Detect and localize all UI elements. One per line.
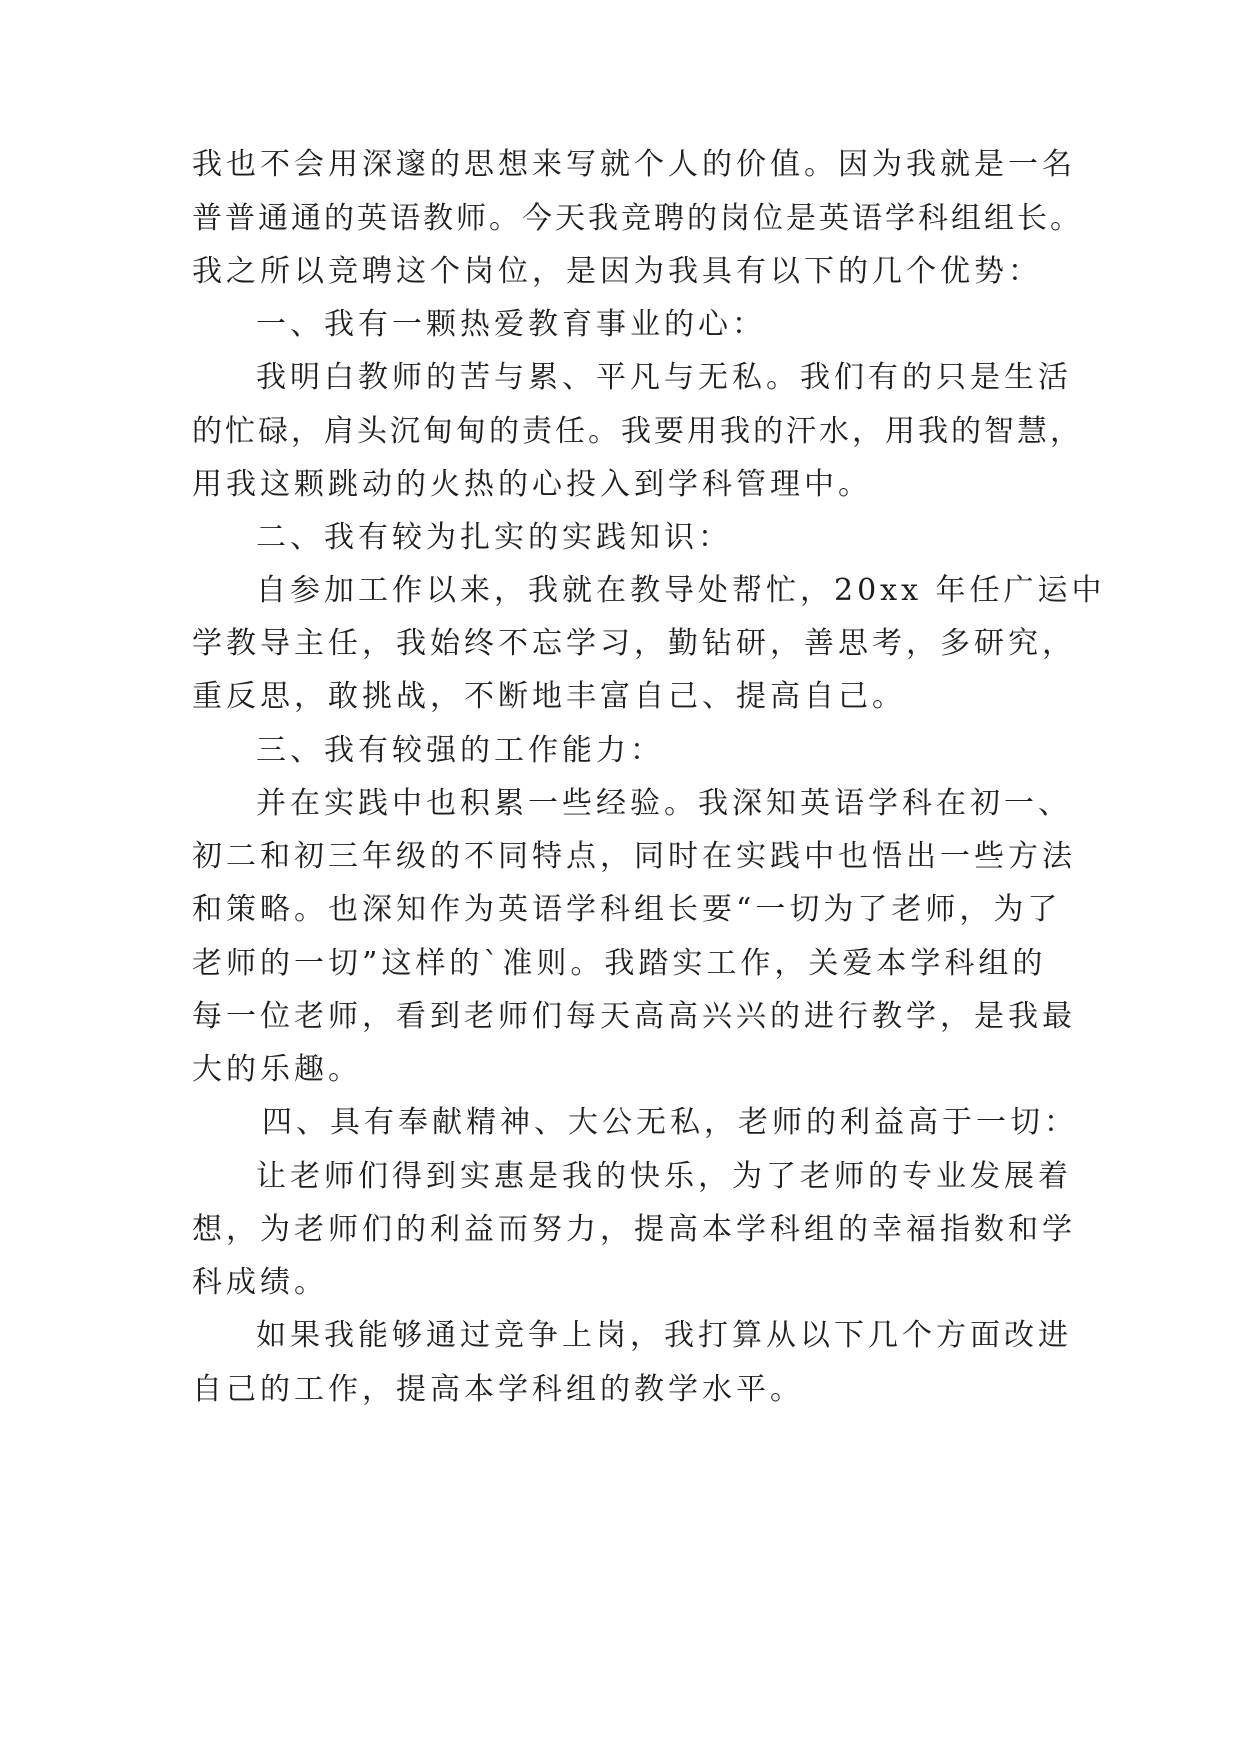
text-line: 想，为老师们的利益而努力，提高本学科组的幸福指数和学 — [192, 1212, 1076, 1247]
text-line: 我明白教师的苦与累、平凡与无私。我们有的只是生活 — [256, 360, 1072, 395]
text-line: 普普通通的英语教师。今天我竞聘的岗位是英语学科组组长。 — [192, 201, 1083, 236]
text-line: 学教导主任，我始终不忘学习，勤钻研，善思考，多研究， — [192, 626, 1076, 661]
text-line: 一、我有一颗热爱教育事业的心： — [256, 307, 766, 342]
text-line: 重反思，敢挑战，不断地丰富自己、提高自己。 — [192, 679, 906, 714]
text-line: 四、具有奉献精神、大公无私，老师的利益高于一切： — [262, 1105, 1078, 1140]
text-line: 初二和初三年级的不同特点，同时在实践中也悟出一些方法 — [192, 839, 1076, 874]
text-line: 如果我能够通过竞争上岗，我打算从以下几个方面改进 — [256, 1318, 1072, 1353]
text-line: 科成绩。 — [192, 1265, 328, 1300]
text-line: 三、我有较强的工作能力： — [256, 733, 664, 768]
text-line: 我也不会用深邃的思想来写就个人的价值。因为我就是一名 — [192, 147, 1076, 182]
text-line: 每一位老师，看到老师们每天高高兴兴的进行教学，是我最 — [192, 999, 1076, 1034]
text-line: 自参加工作以来，我就在教导处帮忙，20xx 年任广运中 — [256, 573, 1106, 608]
text-line: 的忙碌，肩头沉甸甸的责任。我要用我的汗水，用我的智慧， — [192, 414, 1083, 449]
text-line: 用我这颗跳动的火热的心投入到学科管理中。 — [192, 467, 872, 502]
text-line: 大的乐趣。 — [192, 1052, 362, 1087]
text-line: 自己的工作，提高本学科组的教学水平。 — [192, 1372, 804, 1407]
text-line: 并在实践中也积累一些经验。我深知英语学科在初一、 — [256, 786, 1072, 821]
text-line: 让老师们得到实惠是我的快乐，为了老师的专业发展着 — [256, 1159, 1072, 1194]
text-line: 和策略。也深知作为英语学科组长要“一切为了老师，为了 — [192, 892, 1062, 927]
text-line: 二、我有较为扎实的实践知识： — [256, 520, 732, 555]
text-line: 老师的一切”这样的`准则。我踏实工作，关爱本学科组的 — [192, 946, 1047, 981]
text-line: 我之所以竞聘这个岗位，是因为我具有以下的几个优势： — [192, 254, 1042, 289]
